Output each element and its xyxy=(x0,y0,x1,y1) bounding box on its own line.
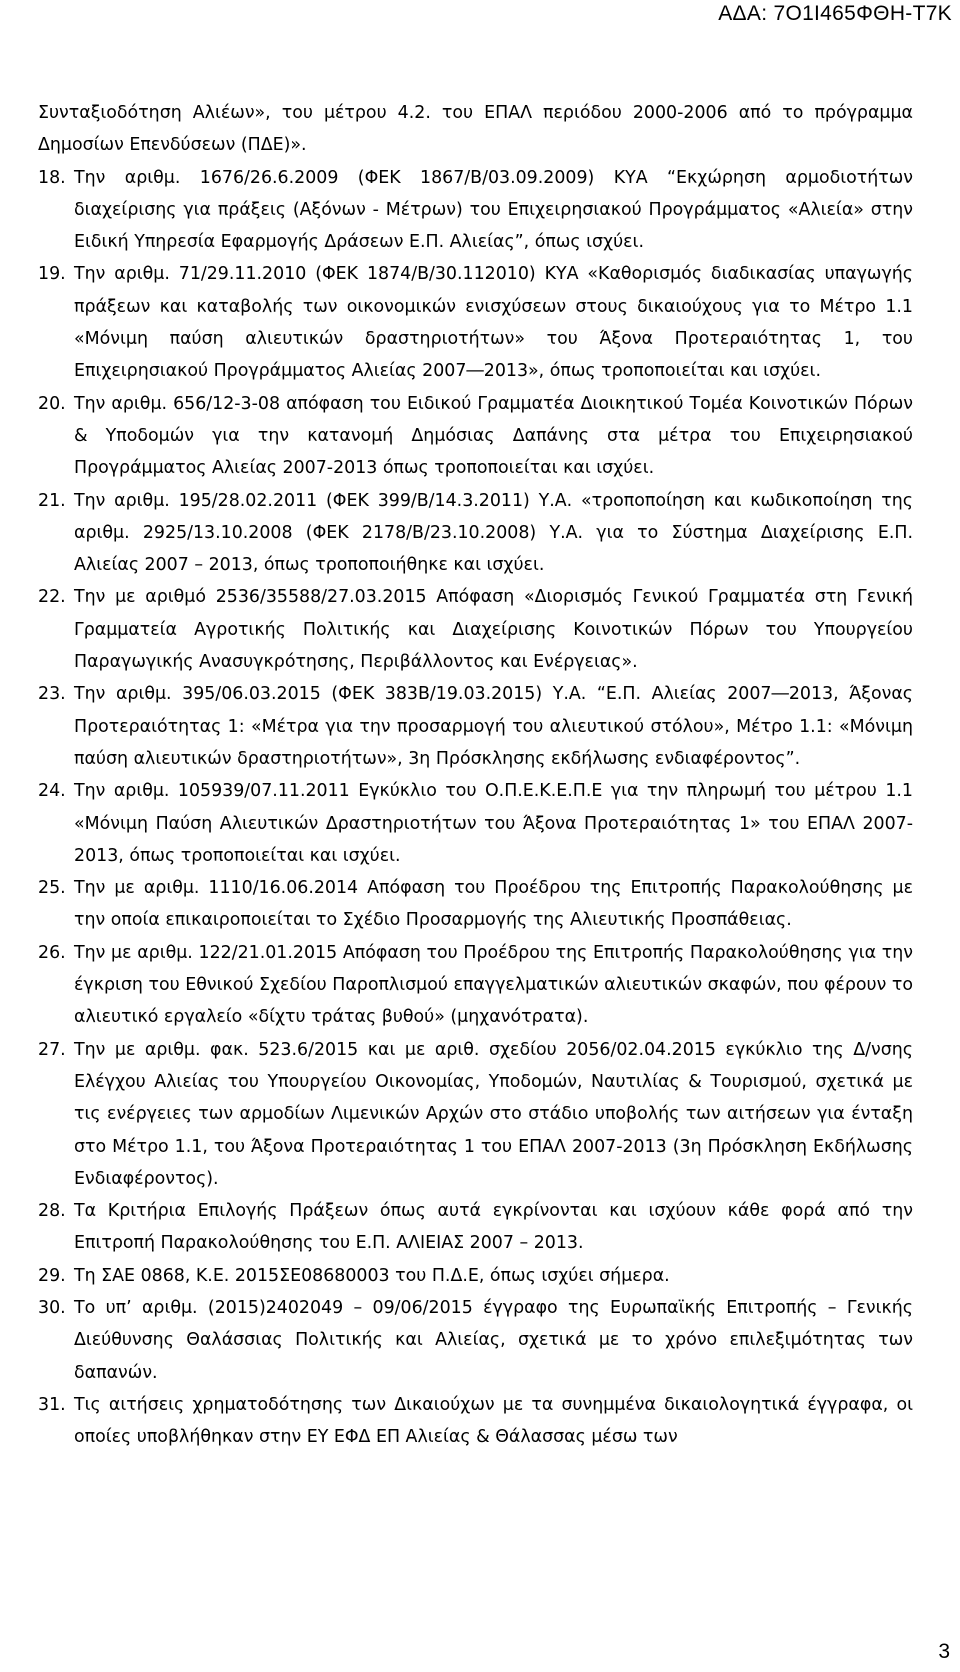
list-item xyxy=(38,1260,913,1292)
item-number: 30. xyxy=(38,1297,66,1318)
document-body xyxy=(38,97,913,1453)
list-item xyxy=(38,388,913,485)
item-number: 21. xyxy=(38,490,66,511)
item-text: Την αριθμ. 656/12-3-08 απόφαση του Ειδικού Γραμματέα Διοικητικού Τομέα Κοινοτικών Πόρων & Υποδομών για την κατανομή Δημόσιας Δαπάνης στα μέτρα του Επιχειρησιακού Προγράμματος Αλιείας 2007-2013 όπως τροποποιείται και ισχύει. xyxy=(74,393,913,479)
list-item xyxy=(38,162,913,259)
item-number: 19. xyxy=(38,264,66,285)
item-text: Τα Κριτήρια Επιλογής Πράξεων όπως αυτά εγκρίνονται και ισχύουν κάθε φορά από την Επιτροπή Παρακολούθησης του Ε.Π. ΑΛΙΕΙΑΣ 2007 – 2013. xyxy=(74,1201,913,1254)
list-item xyxy=(38,258,913,387)
item-text: Τις αιτήσεις χρηματοδότησης των Δικαιούχων με τα συνημμένα δικαιολογητικά έγγραφα, οι οποίες υποβλήθηκαν στην ΕΥ ΕΦΔ ΕΠ Αλιείας & Θάλασσας μέσω των xyxy=(74,1394,913,1448)
item-number: 20. xyxy=(38,393,66,414)
item-number: 18. xyxy=(38,167,66,188)
item-text: Την με αριθμό 2536/35588/27.03.2015 Απόφαση «Διορισμός Γενικού Γραμματέα στη Γενική Γραμματεία Αγροτικής Πολιτικής και Διαχείρισης Κοινοτικών Πόρων του Υπουργείου Παραγωγικής Ανασυγκρότησης, Περιβάλλοντος και Ενέργειας». xyxy=(74,587,913,673)
item-number: 29. xyxy=(38,1265,66,1286)
item-number: 31. xyxy=(38,1394,66,1415)
list-item xyxy=(38,678,913,775)
item-text: Το υπ’ αριθμ. (2015)2402049 – 09/06/2015 έγγραφο της Ευρωπαϊκής Επιτροπής – Γενικής Διεύθυνσης Θαλάσσιας Πολιτικής και Αλιείας, σχετικά με το χρόνο επιλεξιμότητας των δαπανών. xyxy=(74,1297,913,1383)
list-item xyxy=(38,1034,913,1195)
list-item xyxy=(38,581,913,678)
item-text: Την αριθμ. 1676/26.6.2009 (ΦΕΚ 1867/Β/03.09.2009) ΚΥΑ “Εκχώρηση αρμοδιοτήτων διαχείρισης για πράξεις (Αξόνων - Μέτρων) του Επιχειρησιακού Προγράμματος «Αλιεία» στην Ειδική Υπηρεσία Εφαρμογής Δράσεων Ε.Π. Αλιείας”, όπως ισχύει. xyxy=(74,167,913,253)
item-number: 23. xyxy=(38,684,66,705)
item-text: Την αριθμ. 71/29.11.2010 (ΦΕΚ 1874/Β/30.112010) ΚΥΑ «Καθορισμός διαδικασίας υπαγωγής πράξεων και καταβολής των οικονομικών ενισχύσεων στους δικαιούχους για το Μέτρο 1.1 «Μόνιμη παύση αλιευτικών δραστηριοτήτων» του Άξονα Προτεραιότητας 1, του Επιχειρησιακού Προγράμματος Αλιείας 2007―2013», όπως τροποποιείται και ισχύει. xyxy=(74,264,913,382)
page-number: 3 xyxy=(938,1640,950,1663)
item-number: 25. xyxy=(38,878,66,899)
item-number: 22. xyxy=(38,587,66,608)
list-item xyxy=(38,1389,913,1454)
item-text: Την αριθμ. 105939/07.11.2011 Εγκύκλιο του Ο.Π.Ε.Κ.Ε.Π.Ε για την πληρωμή του μέτρου 1.1 «Μόνιμη Παύση Αλιευτικών Δραστηριοτήτων του Άξονα Προτεραιότητας 1» του ΕΠΑΛ 2007-2013, όπως τροποποιείται και ισχύει. xyxy=(74,781,913,866)
list-item xyxy=(38,1195,913,1260)
list-item xyxy=(38,937,913,1034)
list-item xyxy=(38,1292,913,1389)
list-item xyxy=(38,872,913,937)
list-item xyxy=(38,775,913,872)
item-text: Τη ΣΑΕ 0868, Κ.Ε. 2015ΣΕ08680003 του Π.Δ.Ε, όπως ισχύει σήμερα. xyxy=(74,1265,670,1286)
item-number: 27. xyxy=(38,1039,66,1060)
list-item xyxy=(38,485,913,582)
item-number: 26. xyxy=(38,942,66,963)
item-text: Την με αριθμ. 1110/16.06.2014 Απόφαση του Προέδρου της Επιτροπής Παρακολούθησης με την οποία επικαιροποιείται το Σχέδιο Προσαρμογής της Αλιευτικής Προσπάθειας. xyxy=(74,878,913,931)
item-text: Την με αριθμ. φακ. 523.6/2015 και με αριθ. σχεδίου 2056/02.04.2015 εγκύκλιο της Δ/νσης Ελέγχου Αλιείας του Υπουργείου Οικονομίας, Υποδομών, Ναυτιλίας & Τουρισμού, σχετικά με τις ενέργειες των αρμοδίων Λιμενικών Αρχών στο στάδιο υποβολής των αιτήσεων για ένταξη στο Μέτρο 1.1, του Άξονα Προτεραιότητας 1 του ΕΠΑΛ 2007-2013 (3η Πρόσκληση Εκδήλωσης Ενδιαφέροντος). xyxy=(74,1039,913,1189)
item-number: 28. xyxy=(38,1201,66,1222)
item-text: Την αριθμ. 195/28.02.2011 (ΦΕΚ 399/Β/14.3.2011) Υ.Α. «τροποποίηση και κωδικοποίηση της αριθμ. 2925/13.10.2008 (ΦΕΚ 2178/Β/23.10.2008) Υ.Α. για το Σύστημα Διαχείρισης Ε.Π. Αλιείας 2007 – 2013, όπως τροποποιήθηκε και ισχύει. xyxy=(74,490,913,576)
item-text: Την αριθμ. 395/06.03.2015 (ΦΕΚ 383Β/19.03.2015) Υ.Α. “Ε.Π. Αλιείας 2007―2013, Άξονας Προτεραιότητας 1: «Μέτρα για την προσαρμογή του αλιευτικού στόλου», Μέτρο 1.1: «Μόνιμη παύση αλιευτικών δραστηριοτήτων», 3η Πρόσκλησης εκδήλωσης ενδιαφέροντος”. xyxy=(74,684,913,769)
ada-code: ΑΔΑ: 7Ο1Ι465ΦΘΗ-Τ7Κ xyxy=(718,2,952,25)
item-text: Την με αριθμ. 122/21.01.2015 Απόφαση του Προέδρου της Επιτροπής Παρακολούθησης για την έγκριση του Εθνικού Σχεδίου Παροπλισμού επαγγελματικών αλιευτικών σκαφών, που φέρουν το αλιευτικό εργαλείο «δίχτυ τράτας βυθού» (μηχανότρατα). xyxy=(74,942,913,1028)
item-number: 24. xyxy=(38,781,66,802)
intro-paragraph: Συνταξιοδότηση Αλιέων», του μέτρου 4.2. του ΕΠΑΛ περιόδου 2000-2006 από το πρόγραμμα Δημοσίων Επενδύσεων (ΠΔΕ)». xyxy=(38,103,913,156)
